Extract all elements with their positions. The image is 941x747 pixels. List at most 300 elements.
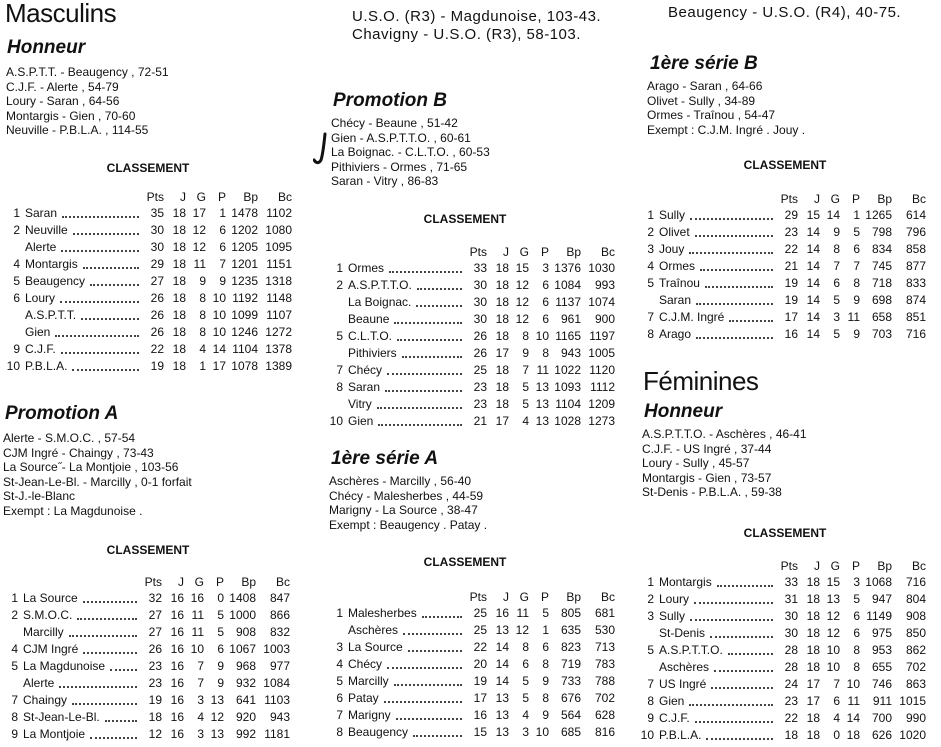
played-cell: 18 [806,660,820,674]
leader-dots [389,271,462,273]
leader-dots [69,635,137,637]
points-against-cell: 716 [905,575,926,589]
leader-dots [422,616,462,618]
team-cell [18,607,140,624]
won-cell: 12 [515,623,529,637]
team-cell [343,379,465,396]
team-name: Arago [659,327,692,341]
lost-cell: 10 [212,308,226,322]
team-name: C.L.T.O. [348,329,393,343]
played-cell: 18 [495,312,509,326]
table-row [636,693,926,710]
points-against-cell: 681 [594,606,615,620]
won-cell: 5 [833,327,840,341]
won-cell: 4 [522,708,529,722]
won-cell: 10 [190,642,204,656]
points-against-cell: 816 [594,725,615,739]
rank-cell: 5 [336,674,343,688]
points-against-cell: 1120 [589,363,615,377]
won-cell: 7 [833,677,840,691]
played-cell: 18 [172,206,186,220]
leader-dots [728,653,773,655]
leader-dots [60,301,139,303]
team-name: St-Denis [659,626,706,640]
lost-cell: 12 [210,710,224,724]
played-cell: 18 [495,295,509,309]
points-for-cell: 1068 [865,575,892,589]
table-row [636,224,926,241]
points-cell: 33 [784,575,798,589]
table-row [636,676,926,693]
classement-heading: CLASSEMENT [423,212,507,226]
lost-cell: 8 [542,346,549,360]
column-header-team [18,574,140,590]
lost-cell: 5 [853,225,860,239]
points-cell: 25 [473,363,487,377]
table-row [2,307,292,324]
column-header-points: Pts [144,575,162,589]
team-cell [343,622,465,639]
lost-cell: 13 [210,693,224,707]
rank-cell: 4 [13,257,20,271]
results-list [331,116,490,189]
points-for-cell: 1165 [555,329,581,343]
column-header-lost: P [851,559,860,573]
standings-table [0,574,290,743]
leader-dots [717,585,773,587]
won-cell: 5 [522,674,529,688]
result-line: CJM Ingré - Chaingy , 73-43 [3,445,154,460]
team-name: P.B.L.A. [25,359,68,373]
rank-cell: 7 [647,310,654,324]
table-row [325,396,615,413]
rank-cell: 5 [336,329,343,343]
points-for-cell: 1376 [554,261,581,275]
rank-cell [325,311,343,328]
team-name: Sully [659,609,686,623]
lost-cell: 3 [853,575,860,589]
team-cell [654,727,776,744]
team-name: Montargis [25,257,78,271]
team-cell [20,341,142,358]
team-cell [20,273,142,290]
played-cell: 16 [170,710,184,724]
table-row [636,309,926,326]
points-cell: 28 [784,660,798,674]
column-header-rank [2,189,20,205]
lost-cell: 6 [853,609,860,623]
played-cell: 16 [170,625,184,639]
division-title-promotion-a: Promotion A [5,403,119,424]
points-cell: 33 [473,261,487,275]
handwritten-mark-icon [313,132,329,166]
rank-cell: 9 [11,727,18,741]
lost-cell: 13 [210,727,224,741]
played-cell: 18 [495,397,509,411]
points-cell: 30 [473,295,487,309]
team-name: Ormes [348,261,384,275]
played-cell: 16 [170,591,184,605]
points-for-cell: 1205 [231,240,258,254]
rank-cell: 7 [11,693,18,707]
team-name: Marcilly [23,625,64,639]
leader-dots [416,305,462,307]
table-row [2,290,292,307]
result-line: Exempt : C.J.M. Ingré . Jouy . [647,122,806,137]
leader-dots [377,407,462,409]
leader-dots [689,252,773,254]
points-for-cell: 1246 [231,325,258,339]
rank-cell: 2 [13,223,20,237]
team-cell [654,642,776,659]
won-cell: 6 [833,694,840,708]
points-against-cell: 796 [905,225,926,239]
won-cell: 12 [515,278,529,292]
played-cell: 13 [495,725,509,739]
points-cell: 23 [473,397,487,411]
table-row [0,607,290,624]
team-cell [654,292,776,309]
rank-cell: 1 [647,208,654,222]
standings-table [2,189,292,375]
table-row [325,673,615,690]
leader-dots [694,602,773,604]
result-line: Chécy - Beaune , 51-42 [331,116,458,130]
lost-cell: 5 [217,625,224,639]
points-against-cell: 1030 [588,261,615,275]
points-for-cell: 823 [560,640,581,654]
results-list [3,431,192,518]
table-row [636,591,926,608]
result-line: U.S.O. (R3) - Magdunoise, 103-43. [352,8,602,25]
column-header-lost: P [851,192,860,206]
played-cell: 18 [495,363,509,377]
rank-cell: 5 [11,659,18,673]
won-cell: 13 [826,592,840,606]
column-header-points: Pts [469,245,487,259]
table-row [636,710,926,727]
column-header-rank [0,574,18,590]
played-cell: 14 [495,657,509,671]
team-name: Pithiviers [348,346,397,360]
points-against-cell: 863 [905,677,926,691]
points-against-cell: 833 [905,276,926,290]
points-cell: 30 [784,626,798,640]
division-title-honneur-feminin: Honneur [644,401,723,422]
points-against-cell: 1005 [588,346,615,360]
points-against-cell: 1197 [589,329,615,343]
result-line: Marigny - La Source , 38-47 [329,503,478,517]
won-cell: 8 [833,242,840,256]
result-line: Beaugency - U.S.O. (R4), 40-75. [668,4,902,21]
table-row [636,642,926,659]
team-name: Jouy [659,242,685,256]
points-cell: 29 [150,257,164,271]
result-line: Montargis - Gien , 70-60 [6,108,136,123]
points-cell: 30 [150,223,164,237]
points-for-cell: 968 [235,659,256,673]
rank-cell: 3 [336,640,343,654]
team-cell [654,608,776,625]
points-cell: 27 [148,608,162,622]
played-cell: 17 [806,677,820,691]
result-line: Exempt : Beaugency . Patay . [329,517,488,532]
column-header-played: J [180,190,186,204]
team-name: La Montjoie [23,727,86,741]
points-for-cell: 733 [560,674,581,688]
points-cell: 19 [148,693,162,707]
section-title-feminines: Féminines [643,366,759,396]
points-against-cell: 1389 [265,359,292,373]
team-name: Marcilly [348,674,389,688]
points-against-cell: 716 [905,327,926,341]
points-for-cell: 1099 [231,308,258,322]
division-title-honneur: Honneur [7,37,86,58]
team-name: La Source [23,591,78,605]
team-name: Sully [659,208,686,222]
points-cell: 35 [150,206,164,220]
rank-cell: 8 [336,725,343,739]
points-cell: 19 [784,276,798,290]
points-against-cell: 1084 [263,676,290,690]
team-name: La Boignac. [348,295,412,309]
points-against-cell: 1148 [266,291,292,305]
played-cell: 18 [806,575,820,589]
team-name: C.J.M. Ingré [659,310,725,324]
leader-dots [385,390,462,392]
points-against-cell: 1151 [266,257,292,271]
played-cell: 18 [806,711,820,725]
lost-cell: 5 [217,608,224,622]
column-header-team [20,189,142,205]
lost-cell: 14 [846,711,860,725]
table-row [0,692,290,709]
lost-cell: 8 [853,276,860,290]
rank-cell: 8 [336,380,343,394]
column-header-won: G [830,192,840,206]
points-for-cell: 953 [871,643,892,657]
table-header-row [0,574,290,590]
won-cell: 12 [192,223,206,237]
leader-dots [105,720,137,722]
column-header-points-for: Bp [566,245,581,259]
leader-dots [695,721,773,723]
points-against-cell: 713 [594,640,615,654]
points-for-cell: 992 [235,727,256,741]
rank-cell [325,396,343,413]
team-name: Marigny [348,708,391,722]
team-cell [18,675,140,692]
played-cell: 14 [806,259,820,273]
table-row [636,659,926,676]
leader-dots [55,335,139,337]
rank-cell: 2 [647,225,654,239]
rank-cell [636,292,654,309]
column-header-played: J [814,192,820,206]
team-name: Chécy [348,363,383,377]
table-row [636,608,926,625]
leader-dots [110,669,137,671]
lost-cell: 8 [542,657,549,671]
leader-dots [689,704,773,706]
result-line: Saran - Vitry , 86-83 [331,174,439,188]
points-for-cell: 641 [235,693,256,707]
points-for-cell: 676 [560,691,581,705]
result-line: Chavigny - U.S.O. (R3), 58-103. [352,26,581,43]
leader-dots [408,650,462,652]
points-cell: 21 [784,259,798,273]
rank-cell: 1 [13,206,20,220]
won-cell: 4 [199,342,206,356]
table-row [325,345,615,362]
column-header-points-for: Bp [243,190,258,204]
played-cell: 16 [170,727,184,741]
points-cell: 17 [784,310,798,324]
rank-cell: 3 [647,242,654,256]
table-row [325,379,615,396]
leader-dots [696,337,773,339]
team-cell [18,726,140,743]
leader-dots [710,636,773,638]
points-against-cell: 1181 [264,727,290,741]
points-for-cell: 1201 [231,257,258,271]
points-for-cell: 1478 [231,206,258,220]
points-against-cell: 788 [594,674,615,688]
points-against-cell: 1003 [263,642,290,656]
rank-cell: 1 [647,575,654,589]
result-line: Arago - Saran , 64-66 [647,79,763,93]
table-row [636,727,926,744]
points-for-cell: 1265 [865,208,892,222]
lost-cell: 10 [846,677,860,691]
points-for-cell: 1408 [229,591,256,605]
table-row [636,207,926,224]
table-header-row [636,191,926,207]
classement-heading: CLASSEMENT [106,543,190,557]
rank-cell: 8 [647,694,654,708]
result-line: C.J.F. - US Ingré , 37-44 [642,441,772,456]
points-for-cell: 947 [871,592,892,606]
lost-cell: 9 [219,274,226,288]
leader-dots [90,284,139,286]
team-cell [18,692,140,709]
points-against-cell: 1272 [265,325,292,339]
results-list [6,65,169,138]
team-cell [20,205,142,222]
rank-cell [2,324,20,341]
results-list [647,79,805,137]
continued-results [646,4,928,22]
points-for-cell: 1093 [554,380,581,394]
rank-cell: 9 [647,711,654,725]
team-name: C.J.F. [659,711,690,725]
result-line: St-Denis - P.B.L.A. , 59-38 [642,485,782,499]
won-cell: 9 [199,274,206,288]
leader-dots [695,235,773,237]
rank-cell: 8 [647,327,654,341]
result-line: Chécy - Malesherbes , 44-59 [329,488,484,503]
points-against-cell: 850 [905,626,926,640]
leader-dots [387,667,462,669]
won-cell: 14 [826,208,840,222]
points-against-cell: 866 [269,608,290,622]
points-for-cell: 1084 [554,278,581,292]
leader-dots [706,738,773,740]
points-for-cell: 961 [560,312,581,326]
team-cell [18,590,140,607]
leader-dots [711,687,773,689]
won-cell: 6 [833,276,840,290]
team-name: C.J.F. [25,342,56,356]
played-cell: 18 [495,261,509,275]
rank-cell [2,307,20,324]
team-cell [654,574,776,591]
won-cell: 7 [197,659,204,673]
team-cell [20,239,142,256]
points-against-cell: 1074 [588,295,615,309]
points-cell: 26 [150,325,164,339]
points-cell: 19 [473,674,487,688]
section-title-masculins: Masculins [5,0,117,28]
table-row [325,328,615,345]
points-for-cell: 1235 [231,274,258,288]
played-cell: 13 [495,691,509,705]
won-cell: 4 [197,710,204,724]
team-name: CJM Ingré [23,642,79,656]
lost-cell: 6 [217,642,224,656]
rank-cell: 2 [647,592,654,606]
column-header-lost: P [540,245,549,259]
points-cell: 18 [784,728,798,742]
team-cell [654,676,776,693]
result-line: Gien - A.S.P.T.T.O. , 60-61 [331,130,471,145]
won-cell: 8 [199,308,206,322]
lost-cell: 6 [219,240,226,254]
column-header-won: G [830,559,840,573]
points-cell: 21 [473,414,487,428]
team-cell [654,207,776,224]
result-line: La Boignac. - C.L.T.O. , 60-53 [331,145,490,159]
table-row [2,341,292,358]
points-cell: 20 [473,657,487,671]
table-row [325,622,615,639]
rank-cell: 10 [6,359,20,373]
team-name: US Ingré [659,677,707,691]
rank-cell: 3 [647,609,654,623]
result-line: St-Jean-Le-Bl. - Marcilly , 0-1 forfait [3,474,192,489]
rank-cell: 10 [640,728,654,742]
table-row [636,574,926,591]
points-for-cell: 1149 [866,609,892,623]
points-cell: 31 [784,592,798,606]
column-header-won: G [196,190,206,204]
team-name: La Magdunoise [23,659,106,673]
column-header-rank [636,558,654,574]
column-header-points-for: Bp [877,559,892,573]
column-header-team [654,558,776,574]
result-line: Exempt : La Magdunoise . [3,503,143,518]
played-cell: 16 [170,676,184,690]
team-cell [343,413,465,430]
won-cell: 7 [522,363,529,377]
points-for-cell: 626 [871,728,892,742]
table-row [0,658,290,675]
points-for-cell: 746 [871,677,892,691]
leader-dots [403,633,462,635]
column-header-points-against: Bc [600,590,615,604]
rank-cell [325,294,343,311]
team-cell [654,258,776,275]
